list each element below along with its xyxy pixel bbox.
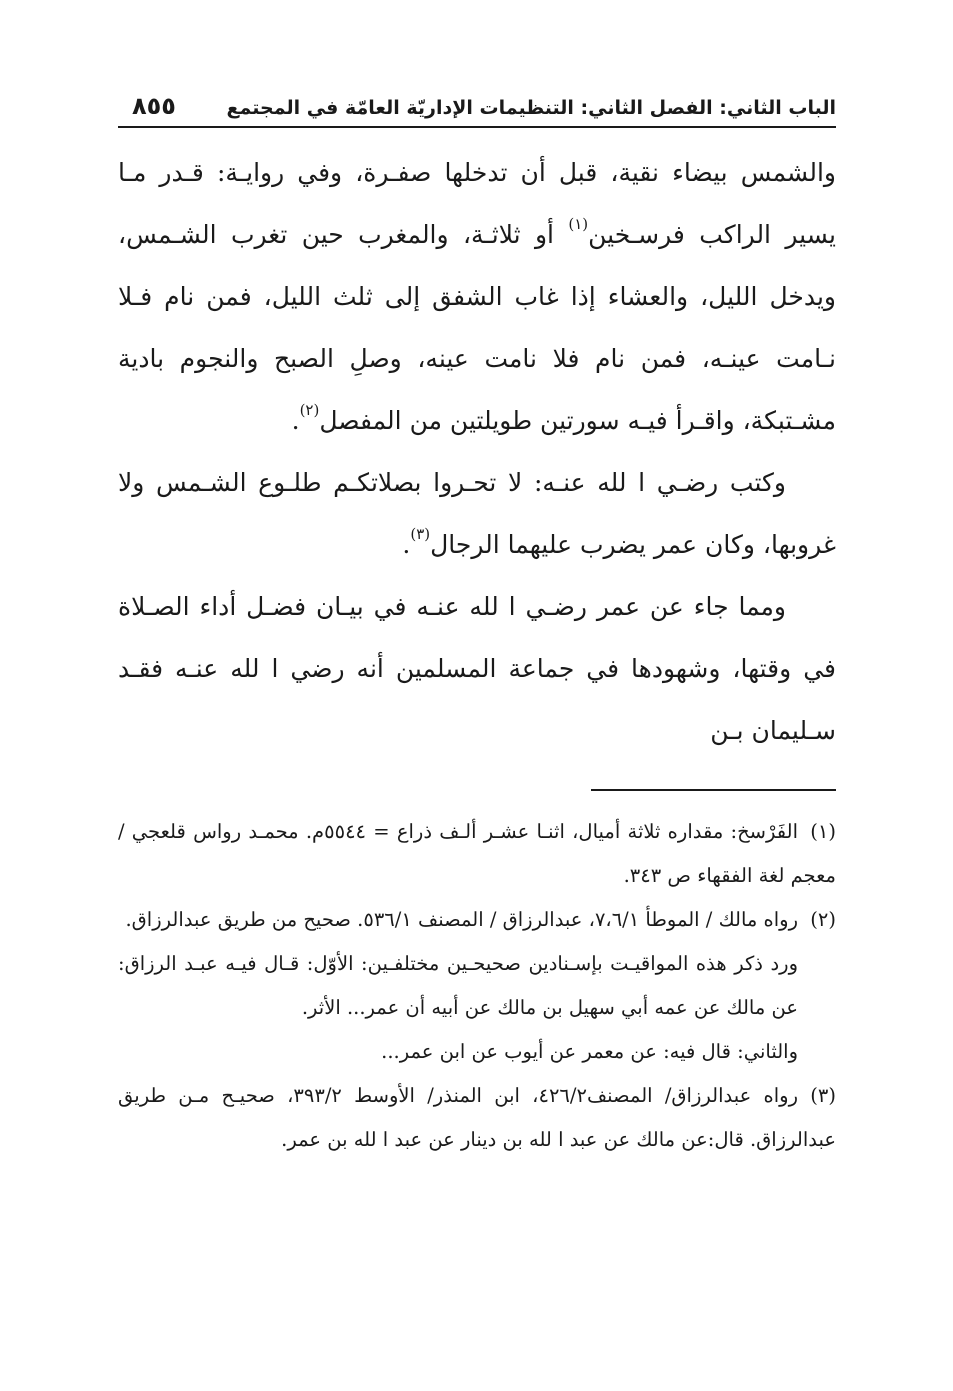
footnote-3-text: رواه عبدالرزاق/ المصنف٤٢٦/٢، ابن المنذر/ الأوسط ٣٩٣/٢، صحيـح مـن طريق عبدالرزاق. قال:عن مالك عن عبد ا لله بن دينار عن عبد ا لله بن عمر. — [118, 1084, 836, 1151]
paragraph-1-end: . — [291, 406, 300, 435]
footnote-separator — [591, 789, 836, 791]
chapter-title: الباب الثاني: الفصل الثاني: التنظيمات الإداريّة العامّة في المجتمع — [226, 97, 836, 119]
footnote-3-marker: (٣) — [810, 1084, 836, 1107]
paragraph-1-part-b: أو ثلاثـة، والمغرب حين تغرب الشـمس، ويدخل الليل، والعشاء إذا غاب الشفق إلى ثلث الليل، فمن نام فـلا نـامت عينـه، فمن نام فلا نامت عينه، وصلِ الصبح والنجوم بادية مشـتبكة، واقـرأ فيـه سورتين طويلتين من المفصل — [118, 220, 836, 435]
footnote-ref-3[interactable]: (٣) — [410, 525, 431, 543]
footnote-1-text: الفَرْسخ: مقداره ثلاثة أميال، اثنـا عشـر ألـف ذراع = ٥٥٤٤م. محمـد رواس قلعجي / معجم لغة الفقهاء ص ٣٤٣. — [118, 820, 836, 887]
paragraph-2-text: وكتب رضـي ا لله عنـه: لا تحـروا بصلاتكـم طلـوع الشـمس ولا غروبها، وكان عمر يضرب عليهما الرجال — [118, 468, 836, 559]
footnote-2-marker: (٢) — [810, 908, 836, 931]
footnote-ref-2[interactable]: (٢) — [299, 401, 320, 419]
paragraph-3: ومما جاء عن عمر رضـي ا لله عنـه في بيـان فضـل أداء الصـلاة في وقتها، وشهودها في جماعة المسلمين أنه رضي ا لله عنـه فقـد سـليمان بـن — [118, 592, 836, 745]
main-text — [118, 142, 836, 762]
running-header — [118, 92, 836, 128]
footnote-2 — [118, 898, 836, 942]
paragraph-2-end: . — [402, 530, 411, 559]
paragraph-1-part-a: والشمس بيضاء نقية، قبل أن تدخلها صفـرة، وفي روايـة: قـدر مـا يسير الراكب فرسـخين — [118, 158, 836, 249]
footnote-1 — [118, 810, 836, 898]
footnote-3 — [118, 1074, 836, 1162]
footnote-ref-1[interactable]: (١) — [568, 215, 589, 233]
footnote-2-continuation-2: والثاني: قال فيه: عن معمر عن أيوب عن ابن عمر... — [381, 1040, 798, 1063]
footnotes — [118, 810, 836, 1162]
page-number: ٨٥٥ — [132, 92, 176, 120]
paragraph-1 — [118, 142, 836, 452]
footnote-2-continuation-1: ورد ذكر هذه المواقيـت بإسـنادين صحيحـين مختلفـين: الأوّل: قـال فيـه عبـد الرزاق: عن مالك عن عمه أبي سهيل بن مالك عن أبيه أن عمر... الأثر. — [118, 952, 798, 1019]
paragraph-2 — [118, 452, 836, 576]
page — [118, 92, 836, 762]
footnote-1-marker: (١) — [810, 820, 836, 843]
footnote-2-text: رواه مالك / الموطأ ٧،٦/١، عبدالرزاق / المصنف ٥٣٦/١. صحيح من طريق عبدالرزاق. — [125, 908, 798, 931]
